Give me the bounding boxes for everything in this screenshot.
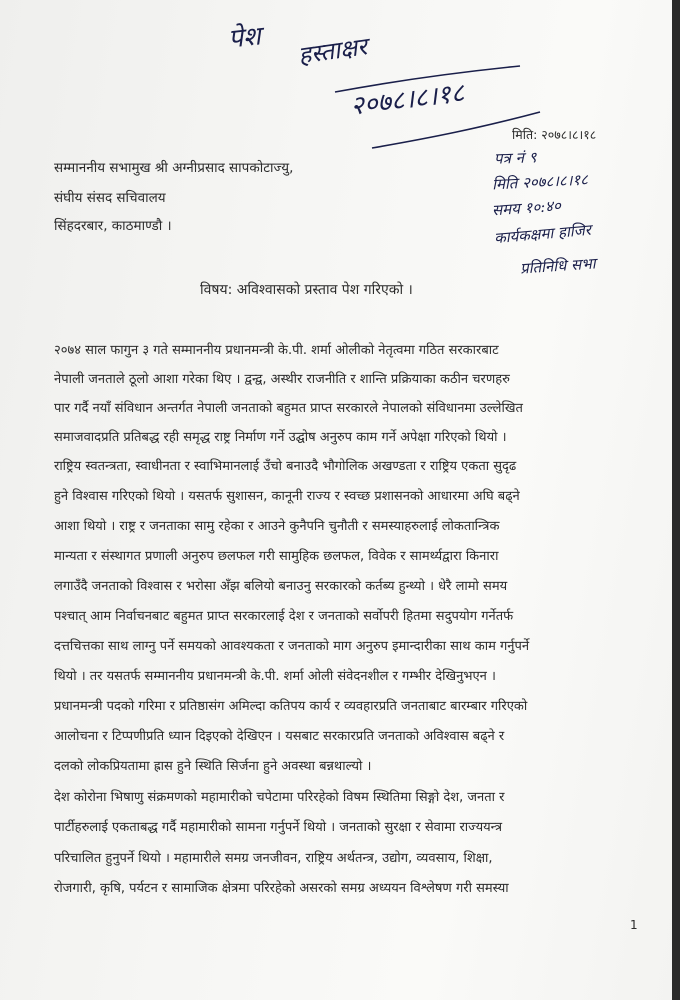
recipient-office: संघीय संसद सचिवालय: [54, 190, 166, 206]
body-line: थियो । तर यसतर्फ सम्माननीय प्रधानमन्त्री के.पी. शर्मा ओली संवेदनशील र गम्भीर देखिनुभएन ।: [54, 669, 496, 684]
handwritten-note: पेश: [226, 21, 263, 55]
handwritten-letter-number: पत्र नं ९: [493, 148, 537, 168]
body-line: पार गर्दै नयाँ संविधान अन्तर्गत नेपाली जनताको बहुमत प्राप्त सरकारले नेपालको संविधानमा उल्लेखित: [54, 401, 523, 416]
body-line: हुने विश्वास गरिएको थियो । यसतर्फ सुशासन, कानूनी राज्य र स्वच्छ प्रशासनको आधारमा अघि बढ्ने: [54, 489, 520, 504]
body-line: लगाउँदै जनताको विश्वास र भरोसा अँझ बलियो बनाउनु सरकारको कर्तब्य हुन्थ्यो । धेरै लामो समय: [54, 579, 508, 594]
body-line: देश कोरोना भिषाणु संक्रमणको महामारीको चपेटामा परिरहेको विषम स्थितिमा सिङ्गो देश, जनता र: [54, 790, 505, 805]
body-line: समाजवादप्रति प्रतिबद्ध रही समृद्ध राष्ट्र निर्माण गर्ने उद्घोष अनुरुप काम गर्ने अपेक्षा गरिएको थियो ।: [54, 430, 507, 445]
body-line: परिचालित हुनुपर्ने थियो । महामारीले समग्र जनजीवन, राष्ट्रिय अर्थतन्त्र, उद्योग, व्यवसाय, शिक्षा,: [54, 851, 493, 866]
body-line: मान्यता र संस्थागत प्रणाली अनुरुप छलफल गरी सामुहिक छलफल, विवेक र सामर्थ्यद्वारा किनारा: [54, 549, 499, 564]
recipient-address: सिंहदरबार, काठमाण्डौ ।: [54, 218, 172, 234]
handwritten-date: २०७८।८।१८: [348, 78, 467, 122]
body-line: पार्टीहरुलाई एकताबद्ध गर्दै महामारीको सामना गर्नुपर्ने थियो । जनताको सुरक्षा र सेवामा राज्ययन्त्र: [54, 820, 503, 835]
body-line: दत्तचित्तका साथ लाग्नु पर्ने समयको आवश्यकता र जनताको माग अनुरुप इमान्दारीका साथ काम गर्नुपर्ने: [54, 639, 530, 654]
handwritten-receipt-date: मिति २०७८।८।१८: [491, 170, 589, 194]
handwritten-time: समय १०:४०: [491, 196, 562, 220]
recipient-name: सम्माननीय सभामुख श्री अग्नीप्रसाद सापकोटाज्यु,: [54, 160, 294, 176]
body-line: पश्चात् आम निर्वाचनबाट बहुमत प्राप्त सरकारलाई देश र जनताको सर्वोपरी हितमा सदुपयोग गर्नेतर्फ: [54, 609, 514, 624]
body-line: नेपाली जनताले ठूलो आशा गरेका थिए । द्वन्द्व, अस्थीर राजनीति र शान्ति प्रक्रियाका कठीन चरणहरु: [54, 372, 510, 387]
body-line: राष्ट्रिय स्वतन्त्रता, स्वाधीनता र स्वाभिमानलाई उँचो बनाउदै भौगोलिक अखण्डता र राष्ट्रिय एकता सुदृढ: [54, 459, 517, 474]
body-line: प्रधानमन्त्री पदको गरिमा र प्रतिष्ठासंग अमिल्दा कतिपय कार्य र व्यवहारप्रति जनताबाट बारम्बार गरिएको: [54, 699, 528, 714]
letter-date: मिति: २०७८।८।१८: [512, 127, 597, 142]
handwritten-house: प्रतिनिधि सभा: [519, 254, 597, 278]
body-line: आशा थियो । राष्ट्र र जनताका सामु रहेका र आउने कुनैपनि चुनौती र समस्याहरुलाई लोकतान्त्रिक: [54, 519, 500, 534]
page-number: 1: [630, 918, 638, 932]
handwritten-office: कार्यकक्षमा हाजिर: [493, 220, 592, 248]
handwritten-signature: हस्ताक्षर: [296, 32, 369, 70]
letter-subject: विषय: अविश्वासको प्रस्ताव पेश गरिएको ।: [200, 282, 413, 298]
body-line: दलको लोकप्रियतामा ह्रास हुने स्थिति सिर्जना हुने अवस्था बन्नथाल्यो ।: [54, 759, 372, 774]
page-edge-shadow: [672, 0, 680, 1000]
body-line: रोजगारी, कृषि, पर्यटन र सामाजिक क्षेत्रमा परिरहेको असरको समग्र अध्ययन विश्लेषण गरी समस्या: [54, 881, 509, 896]
body-line: २०७४ साल फागुन ३ गते सम्माननीय प्रधानमन्त्री के.पी. शर्मा ओलीको नेतृत्वमा गठित सरकारबाट: [54, 343, 499, 358]
body-line: आलोचना र टिप्पणीप्रति ध्यान दिइएको देखिएन । यसबाट सरकारप्रति जनताको अविश्वास बढ्ने र: [54, 729, 505, 744]
